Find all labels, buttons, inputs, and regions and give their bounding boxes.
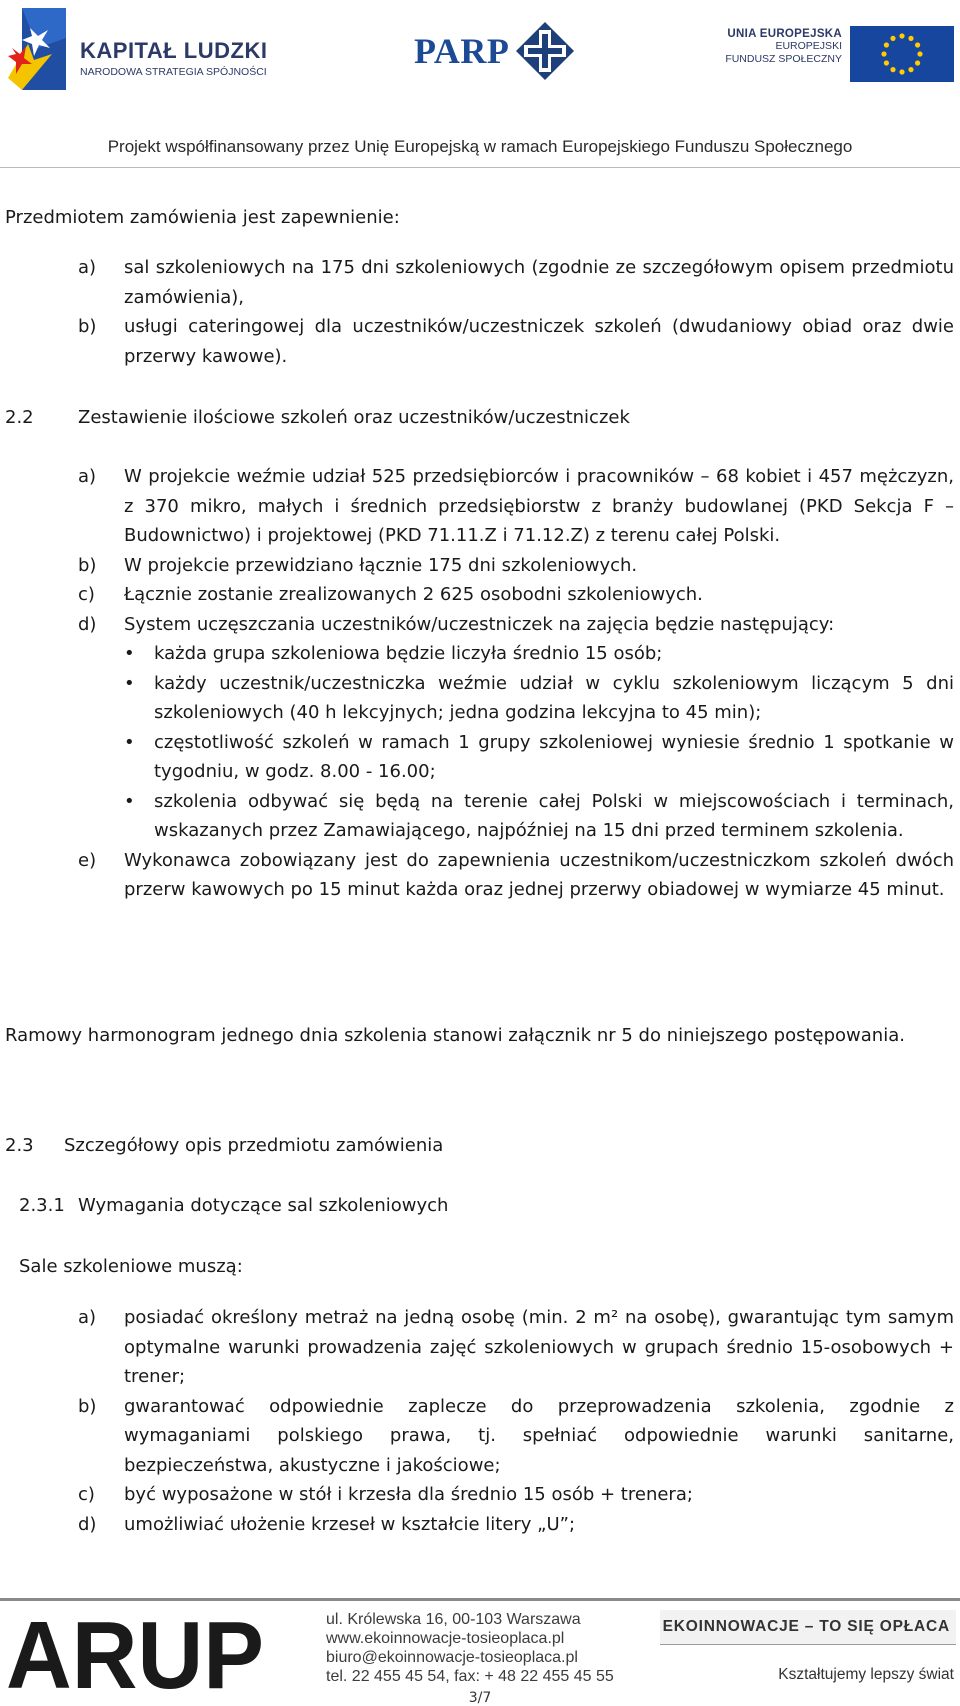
bullet-item (124, 728, 954, 787)
kapital-ludzki-flag-icon (8, 8, 66, 90)
list-item (78, 580, 954, 610)
ekoinnowacje-divider (660, 1644, 956, 1645)
list-item (78, 551, 954, 581)
ekoinnowacje-slogan: Kształtujemy lepszy świat (778, 1666, 954, 1683)
bullet-text: szkolenia odbywać się będą na terenie całej Polski w miejscowościach i terminach, wskazanych przez Zamawiającego, najpóźniej na 15 dni przed terminem szkolenia. (154, 790, 954, 841)
address-line: ul. Królewska 16, 00-103 Warszawa (326, 1611, 581, 1628)
eu-line-3: FUNDUSZ SPOŁECZNY (725, 53, 842, 65)
list-item-text: Wykonawca zobowiązany jest do zapewnienia uczestnikom/uczestniczkom szkoleń dwóch przerw kawowych po 15 minut każda oraz jednej przerwy obiadowej w wymiarze 45 minut. (124, 849, 954, 900)
ekoinnowacje-title: EKOINNOWACJE – TO SIĘ OPŁACA (662, 1618, 950, 1635)
list-item-text: Łącznie zostanie zrealizowanych 2 625 osobodni szkoleniowych. (124, 584, 703, 605)
footer-divider (0, 1598, 960, 1601)
website-link[interactable]: www.ekoinnowacje-tosieoplaca.pl (326, 1630, 565, 1647)
list-item (78, 846, 954, 905)
list-item-text: System uczęszczania uczestników/uczestniczek na zajęcia będzie następujący: (124, 613, 835, 635)
list-item-text: posiadać określony metraż na jedną osobę (min. 2 m² na osobę), gwarantując tym samym optymalne warunki prowadzenia zajęć szkoleniowych w grupach średnio 15-osobowych + trener; (124, 1307, 954, 1387)
list-item-text: W projekcie weźmie udział 525 przedsiębiorców i pracowników – 68 kobiet i 457 mężczyzn, z 370 mikro, małych i średnich przedsiębiorstw z branży budowlanej (PKD Sekcja F – Budownictwo) i projektowej (PKD 71.11.Z i 71.12.Z) z terenu całej Polski. (124, 466, 954, 546)
section-title: Wymagania dotyczące sal szkoleniowych (78, 1195, 449, 1216)
page-header (0, 0, 960, 170)
bullet-marker: • (124, 672, 135, 694)
list-marker: d) (78, 613, 97, 635)
list-marker: b) (78, 554, 97, 576)
section-title: Zestawienie ilościowe szkoleń oraz uczestników/uczestniczek (78, 407, 630, 428)
kapital-ludzki-subtitle: NARODOWA STRATEGIA SPÓJNOŚCI (80, 66, 267, 78)
kapital-ludzki-logo (8, 8, 278, 90)
intro-text: Przedmiotem zamówienia jest zapewnienie: (5, 207, 400, 228)
bullet-text: każda grupa szkoleniowa będzie liczyła średnio 15 osób; (154, 643, 663, 664)
list-marker: a) (78, 466, 97, 487)
section-number: 2.2 (5, 407, 34, 428)
cofinancing-caption: Projekt współfinansowany przez Unię Europejską w ramach Europejskiego Funduszu Społecznego (107, 137, 853, 156)
phone-fax: tel. 22 455 45 54, fax: + 48 22 455 45 55 (326, 1668, 614, 1685)
schedule-paragraph: Ramowy harmonogram jednego dnia szkolenia stanowi załącznik nr 5 do niniejszego postępowania. (5, 1025, 905, 1046)
bullet-marker: • (124, 643, 135, 664)
list-item (78, 1303, 954, 1392)
list-marker: b) (78, 316, 97, 337)
bullet-item (124, 787, 954, 846)
arup-logo (6, 1602, 266, 1698)
bullet-item (124, 669, 954, 728)
list-item (78, 610, 954, 640)
list-marker: d) (78, 1513, 97, 1535)
list-item-text: usługi cateringowej dla uczestników/uczestniczek szkoleń (dwudaniowy obiad oraz dwie przerwy kawowe). (124, 316, 954, 367)
bullet-text: każdy uczestnik/uczestniczka weźmie udział w cyklu szkoleniowym liczącym 5 dni szkoleniowych (40 h lekcyjnych; jedna godzina lekcyjna to 45 min); (154, 672, 954, 723)
list-item (78, 1510, 954, 1540)
bullet-marker: • (124, 731, 135, 753)
page-number: 3/7 (468, 1690, 492, 1706)
list-item-text: umożliwiać ułożenie krzeseł w kształcie litery „U”; (124, 1513, 576, 1535)
header-divider (0, 167, 960, 168)
arup-logo-text: ARUP (6, 1602, 264, 1698)
bullet-text: częstotliwość szkoleń w ramach 1 grupy szkoleniowej wyniesie średnio 1 spotkanie w tygodniu, w godz. 8.00 - 16.00; (154, 731, 954, 782)
list-item (78, 1480, 954, 1510)
rooms-intro: Sale szkoleniowe muszą: (19, 1256, 243, 1277)
section-number: 2.3 (5, 1135, 34, 1156)
page-footer (0, 1590, 960, 1706)
list-item (78, 312, 954, 371)
list-marker: c) (78, 1484, 95, 1505)
eu-text (725, 28, 842, 66)
list-item-text: być wyposażone w stół i krzesła dla średnio 15 osób + trenera; (124, 1484, 693, 1505)
bullet-marker: • (124, 790, 135, 812)
list-marker: a) (78, 1307, 97, 1328)
list-item (78, 462, 954, 551)
eu-line-2: EUROPEJSKI (775, 40, 842, 52)
parp-logo (414, 18, 574, 84)
list-marker: e) (78, 849, 97, 871)
list-marker: b) (78, 1395, 97, 1417)
eu-line-1: UNIA EUROPEJSKA (727, 28, 842, 40)
list-item (78, 253, 954, 312)
eu-logo (725, 26, 954, 82)
parp-text: PARP (414, 31, 510, 71)
list-item-text: sal szkoleniowych na 175 dni szkoleniowych (zgodnie ze szczegółowym opisem przedmiotu zamówienia), (124, 257, 954, 308)
contact-address (326, 1610, 614, 1686)
section-title: Szczegółowy opis przedmiotu zamówienia (64, 1135, 444, 1156)
parp-mark-icon (514, 20, 576, 82)
ekoinnowacje-banner (660, 1610, 956, 1644)
list-marker: a) (78, 257, 97, 278)
attendance-bullets (124, 639, 954, 846)
list-item (78, 1392, 954, 1481)
section-number: 2.3.1 (19, 1195, 65, 1216)
list-marker: c) (78, 584, 95, 605)
eu-flag-icon (850, 26, 954, 82)
list-item-text: gwarantować odpowiednie zaplecze do przeprowadzenia szkolenia, zgodnie z wymaganiami polskiego prawa, tj. spełniać odpowiednie warunki sanitarne, bezpieczeństwa, akustyczne i jakościowe; (124, 1395, 954, 1476)
kapital-ludzki-title: KAPITAŁ LUDZKI (80, 38, 268, 63)
list-item-text: W projekcie przewidziano łącznie 175 dni szkoleniowych. (124, 554, 638, 576)
bullet-item (124, 639, 954, 669)
email-link[interactable]: biuro@ekoinnowacje-tosieoplaca.pl (326, 1649, 578, 1666)
